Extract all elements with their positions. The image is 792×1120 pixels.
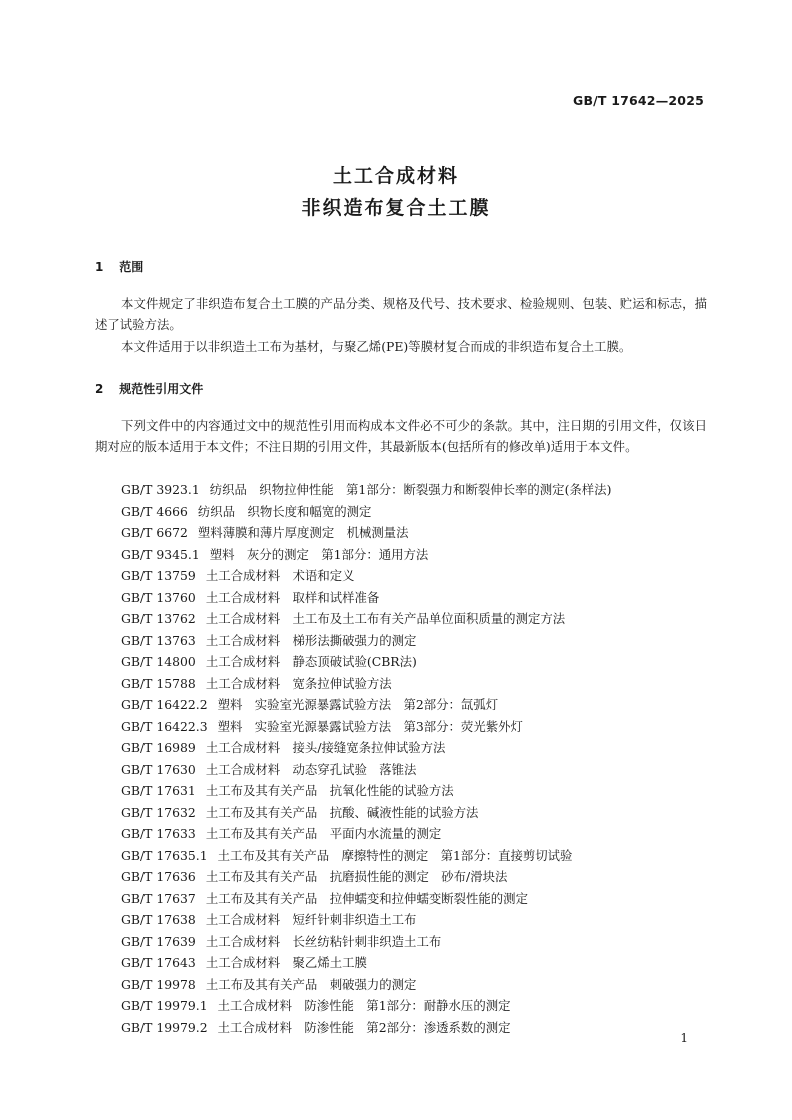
reference-code: GB/T 17632: [121, 804, 196, 820]
document-title-line1: 土工合成材料: [332, 165, 459, 187]
section-1-number: 1: [95, 260, 104, 274]
reference-item: [121, 974, 611, 996]
section-2-title: 规范性引用文件: [119, 382, 204, 396]
section-2-intro: 下列文件中的内容通过文中的规范性引用而构成本文件必不可少的条款。其中，注日期的引用文件，仅该日期对应的版本适用于本文件；不注日期的引用文件，其最新版本(包括所有的修改单)适用于本文件。: [95, 418, 707, 454]
reference-item: [121, 931, 611, 953]
reference-item: [121, 501, 611, 523]
reference-item: [121, 737, 611, 759]
reference-title: 土工合成材料 动态穿孔试验 落锥法: [205, 761, 417, 777]
reference-title: 土工布及其有关产品 抗磨损性能的测定 砂布/滑块法: [205, 869, 508, 884]
reference-title: 土工布及其有关产品 抗酸、碱液性能的试验方法: [205, 804, 479, 820]
reference-title: 塑料 实验室光源暴露试验方法 第2部分：氙弧灯: [217, 697, 499, 712]
reference-code: GB/T 13762: [121, 611, 196, 626]
standard-number: GB/T 17642—2025: [572, 93, 704, 108]
reference-item: [121, 630, 611, 652]
reference-item: [121, 845, 611, 867]
reference-title: 塑料 实验室光源暴露试验方法 第3部分：荧光紫外灯: [217, 718, 523, 734]
reference-code: GB/T 16422.3: [121, 718, 208, 734]
reference-code: GB/T 17643: [121, 955, 196, 970]
section-1-title: 范围: [119, 260, 144, 274]
reference-title: 土工合成材料 静态顶破试验(CBR法): [205, 654, 417, 669]
section-1-paragraph-2: 本文件适用于以非织造土工布为基材，与聚乙烯(PE)等膜材复合而成的非织造布复合土工膜。: [121, 339, 632, 354]
reference-item: [121, 780, 611, 802]
section-1-paragraph-1: 本文件规定了非织造布复合土工膜的产品分类、规格及代号、技术要求、检验规则、包装、贮运和标志，描述了试验方法。: [95, 296, 707, 332]
reference-code: GB/T 13759: [121, 568, 196, 583]
reference-item: [121, 694, 611, 716]
reference-title: 土工合成材料 土工布及土工布有关产品单位面积质量的测定方法: [205, 611, 566, 626]
reference-title: 土工合成材料 短纤针刺非织造土工布: [205, 912, 417, 927]
reference-item: [121, 565, 611, 587]
reference-title: 纺织品 织物拉伸性能 第1部分：断裂强力和断裂伸长率的测定(条样法): [209, 482, 612, 497]
reference-code: GB/T 17633: [121, 826, 196, 841]
reference-code: GB/T 15788: [121, 675, 196, 691]
document-title-line2: 非织造布复合土工膜: [301, 197, 491, 219]
reference-title: 土工布及其有关产品 平面内水流量的测定: [205, 826, 442, 841]
reference-item: [121, 888, 611, 910]
reference-code: GB/T 4666: [121, 503, 188, 519]
reference-item: [121, 479, 611, 501]
reference-code: GB/T 19979.1: [121, 998, 208, 1013]
reference-item: [121, 522, 611, 544]
reference-code: GB/T 16422.2: [121, 697, 208, 712]
reference-title: 土工合成材料 接头/接缝宽条拉伸试验方法: [205, 740, 446, 755]
reference-item: [121, 823, 611, 845]
section-2-heading: [95, 380, 203, 397]
reference-code: GB/T 17631: [121, 783, 196, 798]
reference-item: [121, 952, 611, 974]
reference-title: 土工合成材料 术语和定义: [205, 568, 355, 583]
section-2-number: 2: [95, 382, 104, 396]
reference-item: [121, 866, 611, 888]
reference-code: GB/T 13760: [121, 589, 196, 605]
reference-title: 土工合成材料 防渗性能 第2部分：渗透系数的测定: [217, 1019, 511, 1035]
section-1-heading: [95, 258, 143, 275]
reference-code: GB/T 17636: [121, 869, 196, 884]
reference-title: 塑料 灰分的测定 第1部分：通用方法: [209, 546, 429, 562]
reference-code: GB/T 17635.1: [121, 847, 208, 863]
reference-code: GB/T 14800: [121, 654, 196, 669]
reference-item: [121, 544, 611, 566]
reference-item: [121, 759, 611, 781]
reference-title: 土工合成材料 防渗性能 第1部分：耐静水压的测定: [217, 998, 511, 1013]
reference-title: 土工合成材料 梯形法撕破强力的测定: [205, 632, 417, 648]
reference-title: 土工合成材料 聚乙烯土工膜: [205, 955, 367, 970]
reference-code: GB/T 17638: [121, 912, 196, 927]
reference-item: [121, 587, 611, 609]
reference-item: [121, 608, 611, 630]
reference-code: GB/T 19979.2: [121, 1019, 208, 1035]
reference-code: GB/T 17637: [121, 890, 196, 906]
reference-title: 塑料薄膜和薄片厚度测定 机械测量法: [197, 525, 409, 540]
reference-item: [121, 909, 611, 931]
reference-code: GB/T 6672: [121, 525, 188, 540]
reference-item: [121, 802, 611, 824]
normative-reference-list: [121, 479, 611, 1038]
reference-item: [121, 673, 611, 695]
reference-code: GB/T 16989: [121, 740, 196, 755]
reference-item: [121, 1017, 611, 1039]
reference-code: GB/T 17630: [121, 761, 196, 777]
reference-title: 土工合成材料 取样和试样准备: [205, 589, 380, 605]
reference-code: GB/T 3923.1: [121, 482, 200, 497]
reference-item: [121, 995, 611, 1017]
reference-code: GB/T 13763: [121, 632, 196, 648]
reference-item: [121, 716, 611, 738]
reference-code: GB/T 17639: [121, 933, 196, 949]
reference-title: 土工布及其有关产品 拉伸蠕变和拉伸蠕变断裂性能的测定: [205, 890, 528, 906]
reference-title: 土工布及其有关产品 抗氧化性能的试验方法: [205, 783, 454, 798]
reference-code: GB/T 19978: [121, 976, 196, 992]
reference-title: 土工合成材料 宽条拉伸试验方法: [205, 675, 392, 691]
reference-item: [121, 651, 611, 673]
reference-title: 土工布及其有关产品 刺破强力的测定: [205, 976, 417, 992]
reference-title: 纺织品 织物长度和幅宽的测定: [197, 503, 372, 519]
page-number: 1: [680, 1031, 688, 1045]
reference-code: GB/T 9345.1: [121, 546, 200, 562]
reference-title: 土工布及其有关产品 摩擦特性的测定 第1部分：直接剪切试验: [217, 847, 573, 863]
reference-title: 土工合成材料 长丝纺粘针刺非织造土工布: [205, 933, 442, 949]
